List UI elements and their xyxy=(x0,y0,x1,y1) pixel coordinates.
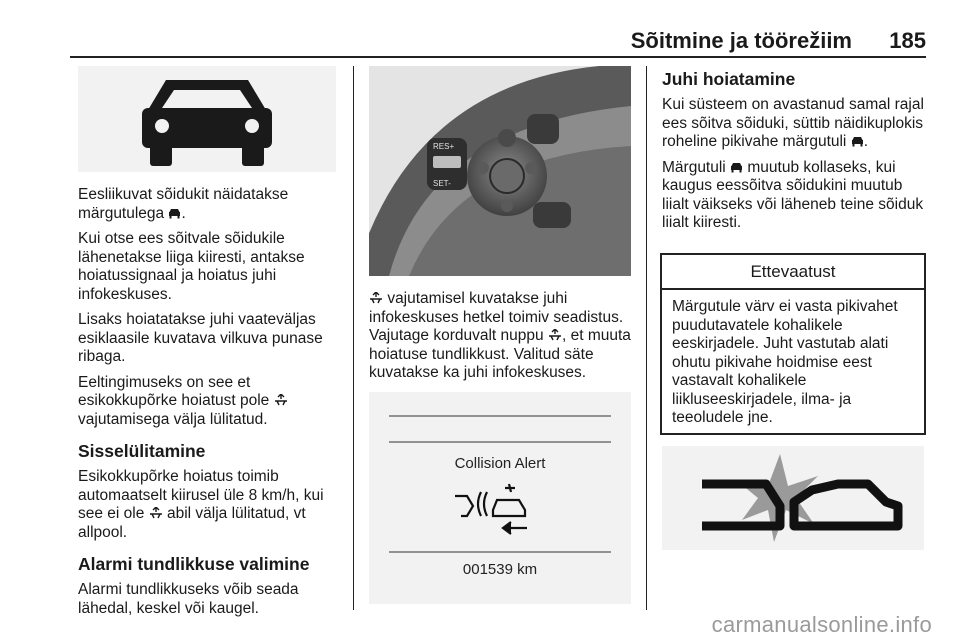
paragraph: Kui süsteem on avastanud samal rajal ees sõitva sõiduki, süttib näidikuplokis roheline pikivahe märgutuli . xyxy=(662,96,924,150)
car-front-icon xyxy=(78,66,336,172)
page-header xyxy=(0,26,960,56)
collision-alert-icon xyxy=(455,484,527,534)
driver-info-display-figure xyxy=(369,392,631,604)
text-span: muutub kollaseks, kui kaugus eessõitva sõidukini muutub liialt väikseks või läheneb teine sõiduk liialt kiiresti. xyxy=(662,158,924,231)
text-span: , et muuta hoiatuse tundlikkust. Valitud säte kuvatakse ka juhi infokeskuses. xyxy=(369,327,631,381)
car-front-icon xyxy=(168,208,181,219)
car-symbol-figure xyxy=(78,66,336,172)
section-heading: Juhi hoiatamine xyxy=(662,69,796,89)
page-number: 185 xyxy=(889,28,926,53)
text-span: vajutamisel kuvatakse juhi infokeskuses hetkel toimiv seadistus. Vajutage korduvalt nuppu xyxy=(369,290,624,344)
distance-alert-icon xyxy=(149,507,163,519)
watermark: carmanualsonline.info xyxy=(711,612,932,637)
distance-alert-icon xyxy=(369,292,383,304)
header-rule xyxy=(70,56,926,58)
car-front-icon xyxy=(730,162,743,173)
column-3-text xyxy=(662,66,932,240)
distance-alert-icon xyxy=(548,329,562,341)
res-label: RES+ xyxy=(433,142,455,151)
collision-alert-display xyxy=(369,392,631,604)
header-title: Sõitmine ja töörežiim xyxy=(630,28,852,53)
paragraph: Alarmi tundlikkuseks võib seada lähedal, keskel või kaugel. xyxy=(78,581,299,617)
paragraph xyxy=(369,290,635,383)
column-1-text xyxy=(78,186,340,625)
paragraph xyxy=(662,159,932,233)
distance-alert-icon xyxy=(274,394,288,406)
column-2-text xyxy=(369,290,635,390)
paragraph xyxy=(78,468,340,542)
column-divider-2 xyxy=(646,66,647,610)
section-heading: Alarmi tundlikkuse valimine xyxy=(78,554,310,574)
steering-wheel-figure xyxy=(369,66,631,276)
caution-text: Märgutule värv ei vasta pikivahet puudutavatele kohalikele eeskirjadele. Juht vastutab alati ohutu pikivahe hoidmise eest vastavalt kohalikele liikluseeskirjadele, ilma- ja teeoludele jne. xyxy=(672,298,898,426)
text-span: vajutamisega välja lülitatud. xyxy=(78,410,268,428)
text-span: Märgutuli xyxy=(662,158,726,176)
paragraph xyxy=(78,374,340,430)
paragraph: Eesliikuvat sõidukit näidatakse märgutulega . xyxy=(78,186,289,222)
odometer-reading: 001539 km xyxy=(462,561,538,578)
text-span: Kui süsteem on avastanud samal rajal ees sõitva sõiduki, süttib näidikuplokis roheline pikivahe märgutuli xyxy=(662,96,924,150)
set-label: SET- xyxy=(433,179,451,188)
text-span: Esikokkupõrke hoiatus toimib automaatselt kiirusel üle 8 km/h, kui see ei ole xyxy=(78,468,324,522)
text-span: Eesliikuvat sõidukit näidatakse märgutulega xyxy=(78,186,289,222)
caution-title: Ettevaatust xyxy=(662,255,924,290)
car-front-icon xyxy=(851,136,864,147)
paragraph: Kui otse ees sõitvale sõidukile lähenetakse liiga kiiresti, antakse hoiatussignaal ja hoiatus juhi infokeskuses. xyxy=(78,230,305,303)
text-span: Eeltingimuseks on see et esikokkupõrke hoiatust pole xyxy=(78,373,270,409)
collision-illustration xyxy=(662,446,924,550)
collision-illustration-figure xyxy=(662,446,924,550)
section-heading: Sisselülitamine xyxy=(78,441,206,461)
paragraph: Lisaks hoiatatakse juhi vaateväljas esiklaasile kuvatava vilkuva punase ribaga. xyxy=(78,311,323,365)
column-divider-1 xyxy=(353,66,354,610)
display-title: Collision Alert xyxy=(454,455,546,472)
steering-wheel-controls-image xyxy=(369,66,631,276)
caution-box xyxy=(660,253,926,435)
text-span: abil välja lülitatud, vt allpool. xyxy=(78,505,306,541)
